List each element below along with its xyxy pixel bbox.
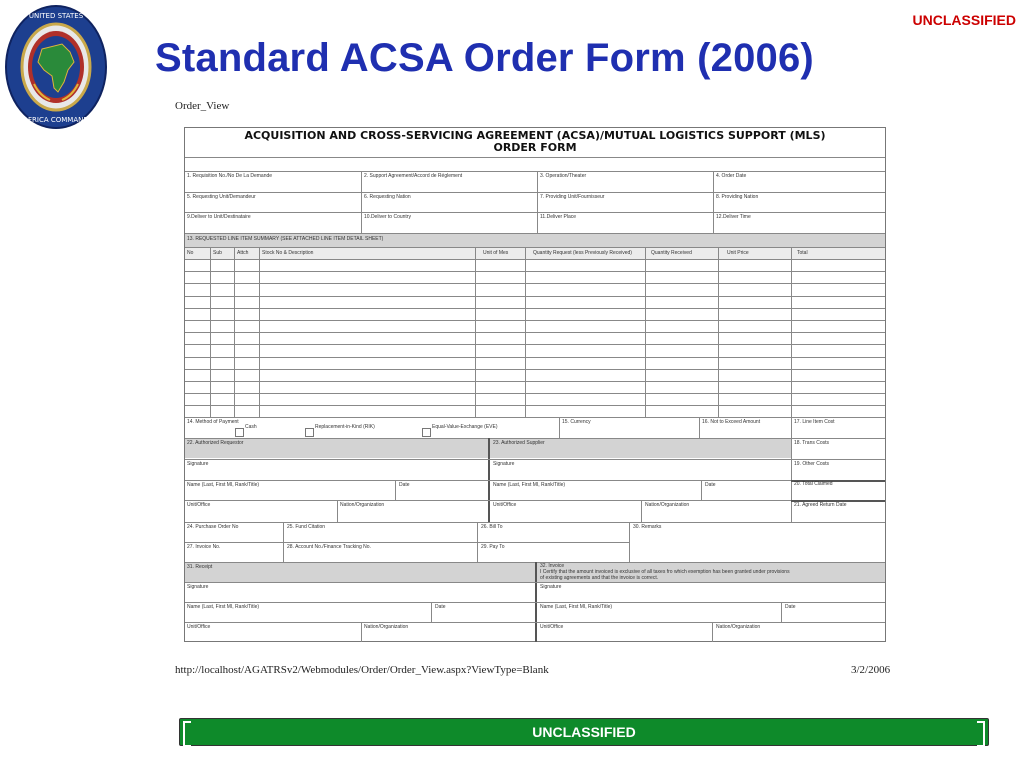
field-remarks[interactable]: 30. Remarks <box>633 524 662 530</box>
receipt-name[interactable]: Name (Last, First MI, Rank/Title) <box>187 604 260 610</box>
field-other-costs[interactable]: 19. Other Costs <box>794 461 830 467</box>
field-not-to-exceed[interactable]: 16. Not to Exceed Amount <box>702 419 761 425</box>
table-row[interactable] <box>185 393 885 394</box>
field-deliver-place[interactable]: 11.Deliver Place <box>540 214 577 220</box>
field-trans-costs[interactable]: 18. Trans Costs <box>794 440 830 446</box>
supplier-name[interactable]: Name (Last, First MI, Rank/Title) <box>493 482 566 488</box>
field-method-of-payment: 14. Method of Payment <box>187 419 239 425</box>
field-purchase-order-no[interactable]: 24. Purchase Order No <box>187 524 239 530</box>
field-pay-to[interactable]: 29. Pay To <box>481 544 505 550</box>
table-row[interactable] <box>185 259 885 260</box>
table-row[interactable] <box>185 271 885 272</box>
field-authorized-requestor: 22. Authorized Requestor <box>187 440 244 446</box>
svg-text:AFRICA COMMAND: AFRICA COMMAND <box>23 116 89 124</box>
table-row[interactable] <box>185 308 885 309</box>
table-row[interactable] <box>185 296 885 297</box>
col-no: No <box>187 250 194 256</box>
form-caption: Order_View <box>175 100 230 112</box>
table-row[interactable] <box>185 332 885 333</box>
invoice-unit-office[interactable]: Unit/Office <box>540 624 564 630</box>
table-row[interactable] <box>185 283 885 284</box>
requestor-nation-org[interactable]: Nation/Organization <box>340 502 385 508</box>
field-providing-nation[interactable]: 8. Providing Nation <box>716 194 759 200</box>
field-currency[interactable]: 15. Currency <box>562 419 591 425</box>
supplier-signature[interactable]: Signature <box>493 461 515 467</box>
acsa-order-form <box>184 127 886 642</box>
supplier-nation-org[interactable]: Nation/Organization <box>645 502 690 508</box>
invoice-date[interactable]: Date <box>785 604 796 610</box>
receipt-signature[interactable]: Signature <box>187 584 209 590</box>
field-fund-citation[interactable]: 25. Fund Citation <box>287 524 326 530</box>
line-item-summary-label: 13. REQUESTED LINE ITEM SUMMARY (SEE ATTACHED LINE ITEM DETAIL SHEET) <box>187 236 384 242</box>
field-requisition-no[interactable]: 1. Requisition No./No De La Demande <box>187 173 273 179</box>
col-total: Total <box>797 250 808 256</box>
requestor-date[interactable]: Date <box>399 482 410 488</box>
field-invoice: 32. Invoice <box>540 563 565 569</box>
receipt-date[interactable]: Date <box>435 604 446 610</box>
invoice-nation-org[interactable]: Nation/Organization <box>716 624 761 630</box>
col-sub: Sub <box>213 250 222 256</box>
field-invoice-no[interactable]: 27. Invoice No. <box>187 544 221 550</box>
col-attch: Attch <box>237 250 249 256</box>
field-deliver-to-unit[interactable]: 9.Deliver to Unit/Destinataire <box>187 214 251 220</box>
field-order-date[interactable]: 4. Order Date <box>716 173 747 179</box>
invoice-certification-line1: I Certify that the amount invoiced is exclusive of all taxes fro which exemption has been granted under provisions <box>540 569 790 575</box>
receipt-nation-org[interactable]: Nation/Organization <box>364 624 409 630</box>
receipt-unit-office[interactable]: Unit/Office <box>187 624 211 630</box>
col-stock-no: Stock No & Description <box>262 250 314 256</box>
table-row[interactable] <box>185 357 885 358</box>
classification-banner <box>179 718 989 746</box>
field-deliver-time[interactable]: 12.Deliver Time <box>716 214 751 220</box>
table-row[interactable] <box>185 320 885 321</box>
field-operation-theater[interactable]: 3. Operation/Theater <box>540 173 587 179</box>
form-header-line2: ORDER FORM <box>493 141 577 154</box>
field-providing-unit[interactable]: 7. Providing Unit/Fournisseur <box>540 194 605 200</box>
requestor-unit-office[interactable]: Unit/Office <box>187 502 211 508</box>
eve-label: Equal-Value-Exchange (EVE) <box>432 424 498 430</box>
field-line-item-cost[interactable]: 17. Line Item Cost <box>794 419 835 425</box>
table-row[interactable] <box>185 369 885 370</box>
form-header-line1: ACQUISITION AND CROSS-SERVICING AGREEMENT (ACSA)/MUTUAL LOGISTICS SUPPORT (MLS) <box>244 129 826 142</box>
field-requesting-nation[interactable]: 6. Requesting Nation <box>364 194 411 200</box>
table-row[interactable] <box>185 381 885 382</box>
col-unit-of-mes: Unit of Mes <box>483 250 509 256</box>
africom-seal <box>4 4 108 130</box>
rik-label: Replacement-in-Kind (RIK) <box>315 424 375 430</box>
col-quantity-request: Quantity Request (less Previously Received) <box>533 250 632 256</box>
col-unit-price: Unit Price <box>727 250 749 256</box>
table-row[interactable] <box>185 405 885 406</box>
field-authorized-supplier: 23. Authorized Supplier <box>493 440 545 446</box>
requestor-signature[interactable]: Signature <box>187 461 209 467</box>
footer-date: 3/2/2006 <box>851 664 891 676</box>
page-title: Standard ACSA Order Form (2006) <box>155 36 814 80</box>
requestor-name[interactable]: Name (Last, First MI, Rank/Title) <box>187 482 260 488</box>
form-header <box>185 128 885 154</box>
field-receipt: 31. Receipt <box>187 564 213 570</box>
supplier-date[interactable]: Date <box>705 482 716 488</box>
footer-url: http://localhost/AGATRSv2/Webmodules/Order/Order_View.aspx?ViewType=Blank <box>175 664 549 676</box>
table-row[interactable] <box>185 344 885 345</box>
field-bill-to[interactable]: 26. Bill To <box>481 524 503 530</box>
field-agreed-return-date[interactable]: 21. Agreed Return Date <box>794 502 847 508</box>
field-total-claimed[interactable]: 20. Total Claimed <box>794 481 833 487</box>
field-account-no[interactable]: 28. Account No./Finance Tracking No. <box>287 544 371 550</box>
classification-top: UNCLASSIFIED <box>912 12 1016 28</box>
field-requesting-unit[interactable]: 5. Requesting Unit/Demandeur <box>187 194 256 200</box>
invoice-signature[interactable]: Signature <box>540 584 562 590</box>
invoice-certification-line2: of existing agreements and that the invoice is correct. <box>540 575 659 581</box>
col-quantity-received: Quantity Received <box>651 250 692 256</box>
field-deliver-to-country[interactable]: 10.Deliver to Country <box>364 214 411 220</box>
field-support-agreement[interactable]: 2. Support Agreement/Accord de Réglement <box>364 173 463 179</box>
cash-label: Cash <box>245 424 257 430</box>
invoice-name[interactable]: Name (Last, First MI, Rank/Title) <box>540 604 613 610</box>
classification-bottom: UNCLASSIFIED <box>532 724 636 740</box>
supplier-unit-office[interactable]: Unit/Office <box>493 502 517 508</box>
svg-text:UNITED STATES: UNITED STATES <box>28 12 84 20</box>
